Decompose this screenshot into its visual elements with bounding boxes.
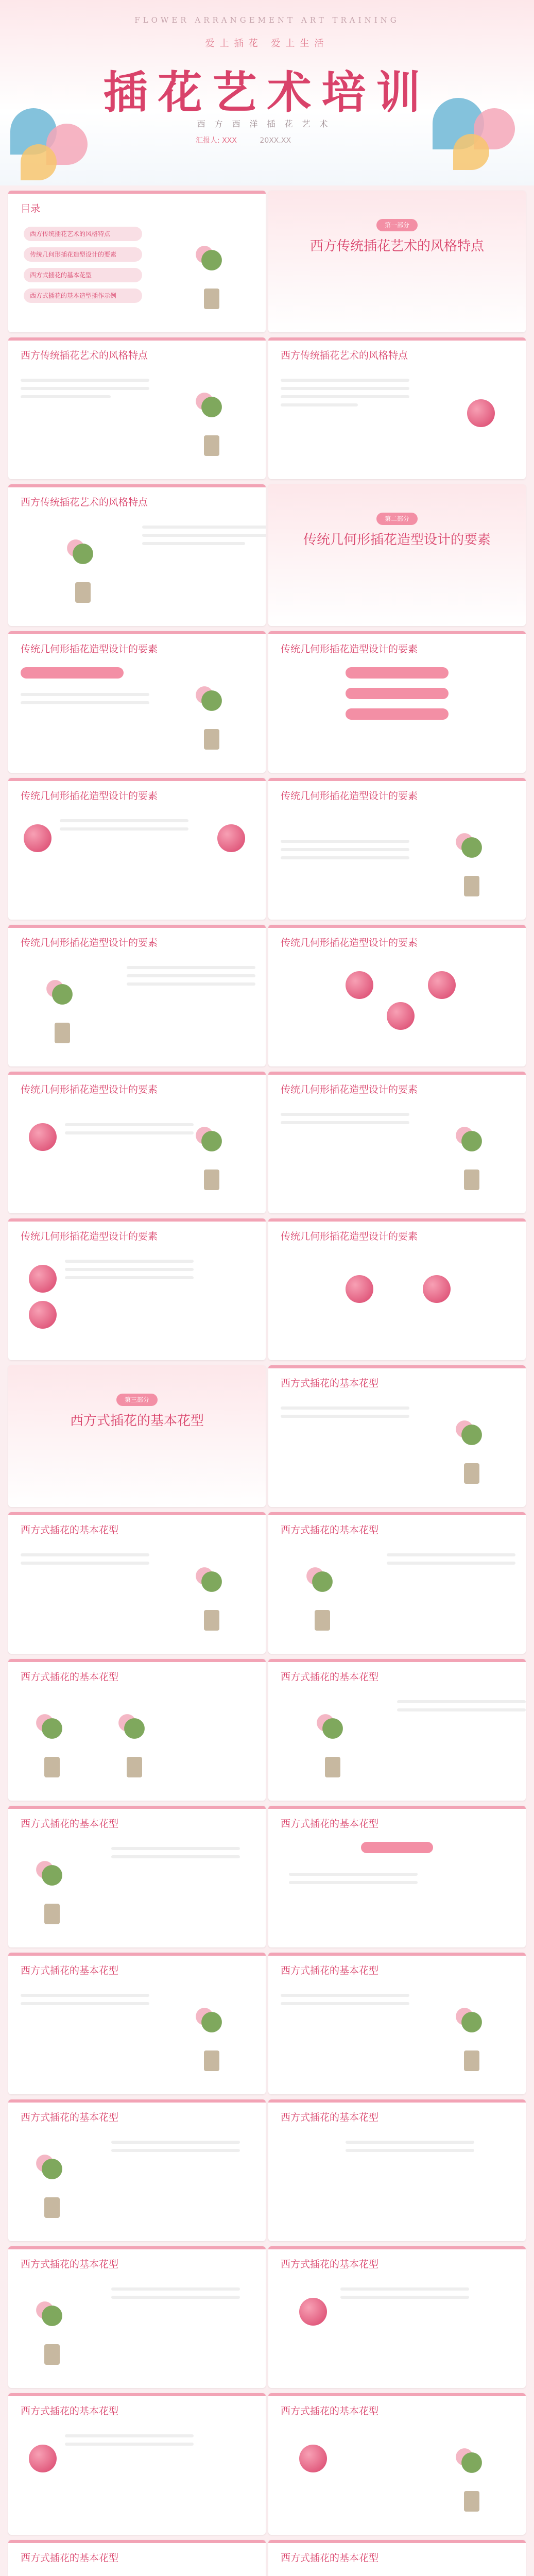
toc-item[interactable]: 西方式插花的基本花型	[24, 268, 142, 282]
slide-title: 西方传统插花艺术的风格特点	[281, 350, 408, 361]
slide-text-block	[281, 1989, 409, 2010]
vase-image	[111, 1700, 158, 1777]
decor-circle	[29, 2445, 57, 2472]
content-slide	[268, 925, 526, 1066]
decor-circle	[428, 971, 456, 999]
pill-label	[361, 1842, 433, 1853]
section-slide	[8, 1365, 266, 1507]
content-slide	[268, 778, 526, 920]
decor-circle	[346, 1275, 373, 1303]
vase-image	[29, 1700, 75, 1777]
slide-title: 传统几何形插花造型设计的要素	[21, 937, 158, 948]
slide-text-block	[397, 1695, 526, 1717]
slide-text-block	[60, 814, 188, 836]
slide-title: 传统几何形插花造型设计的要素	[21, 1231, 158, 1242]
pill-label	[21, 667, 124, 679]
content-slide	[8, 1953, 266, 2094]
section-slide	[268, 484, 526, 626]
slide-text-block	[21, 1548, 149, 1570]
slide-title: 西方传统插花艺术的风格特点	[21, 350, 148, 361]
slide-text-block	[65, 1255, 194, 1284]
slide-title: 西方式插花的基本花型	[21, 2552, 119, 2564]
vase-image	[449, 2434, 495, 2512]
content-slide	[8, 2246, 266, 2388]
cover-date: 20XX.XX	[260, 137, 291, 145]
vase-image	[188, 1113, 235, 1190]
cover-reporter	[196, 135, 291, 145]
content-slide	[268, 1072, 526, 1213]
slide-text-block	[281, 1108, 409, 1129]
slide-text-block	[281, 374, 409, 412]
slide-title: 西方式插花的基本花型	[281, 2552, 379, 2564]
slide-text-block	[340, 2282, 469, 2304]
content-slide	[8, 1218, 266, 1360]
slide-text-block	[21, 374, 149, 403]
slide-text-block	[346, 2136, 474, 2157]
section-number: 第三部分	[116, 1394, 158, 1406]
decor-circle	[299, 2445, 327, 2472]
slide-text-block	[111, 1842, 240, 1863]
toc-heading: 目录	[21, 203, 41, 214]
content-slide	[268, 1806, 526, 1947]
content-slide	[268, 1659, 526, 1801]
content-slide	[268, 2393, 526, 2535]
section-title: 西方式插花的基本花型	[70, 1413, 204, 1429]
content-slide	[268, 1512, 526, 1654]
toc-item[interactable]: 传统几何形插花造型设计的要素	[24, 247, 142, 262]
slide-title: 传统几何形插花造型设计的要素	[21, 643, 158, 655]
decor-circle	[346, 971, 373, 999]
flower-decoration-right	[412, 77, 525, 180]
vase-image	[449, 1994, 495, 2071]
content-slide	[268, 1365, 526, 1507]
content-slide	[8, 1806, 266, 1947]
decor-circle	[29, 1123, 57, 1151]
decor-circle	[29, 1265, 57, 1293]
vase-image	[188, 1553, 235, 1631]
slide-title: 传统几何形插花造型设计的要素	[281, 1084, 418, 1095]
slide-text-block	[281, 1401, 409, 1423]
content-slide	[268, 2540, 526, 2576]
slide-title: 传统几何形插花造型设计的要素	[21, 790, 158, 802]
vase-image	[188, 672, 235, 750]
pill-label	[346, 708, 449, 720]
content-slide	[8, 1659, 266, 1801]
content-slide	[8, 2393, 266, 2535]
vase-image	[188, 1994, 235, 2071]
pill-label	[346, 688, 449, 699]
cover-tagline: 爱上插花 爱上生活	[205, 38, 329, 49]
slide-text-block	[127, 961, 255, 991]
slide-text-block	[111, 2136, 240, 2157]
toc-list	[24, 227, 142, 309]
slide-title: 西方式插花的基本花型	[281, 1671, 379, 1683]
slide-title: 西方式插花的基本花型	[281, 1818, 379, 1829]
slide-title: 西方式插花的基本花型	[21, 2259, 119, 2270]
content-slide	[8, 484, 266, 626]
slide-text-block	[281, 835, 409, 865]
vase-image	[60, 526, 106, 603]
slide-title: 西方式插花的基本花型	[21, 2405, 119, 2417]
vase-image	[39, 966, 85, 1043]
content-slide	[8, 337, 266, 479]
slide-text-block	[21, 1989, 149, 2010]
content-slide	[268, 2246, 526, 2388]
slide-title: 西方式插花的基本花型	[281, 1524, 379, 1536]
vase-image	[449, 819, 495, 896]
reporter-label: 汇报人: XXX	[196, 137, 237, 145]
pill-label	[346, 667, 449, 679]
section-number: 第二部分	[376, 513, 418, 525]
slide-text-block	[289, 1868, 418, 1889]
toc-slide	[8, 191, 266, 332]
slide-title: 西方式插花的基本花型	[281, 2405, 379, 2417]
decor-circle	[24, 824, 51, 852]
slide-title: 西方式插花的基本花型	[281, 2112, 379, 2123]
content-slide	[268, 337, 526, 479]
slide-title: 西方式插花的基本花型	[21, 1671, 119, 1683]
slide-title: 西方式插花的基本花型	[21, 2112, 119, 2123]
section-title: 西方传统插花艺术的风格特点	[309, 239, 484, 254]
vase-image	[449, 1113, 495, 1190]
content-slide	[268, 1218, 526, 1360]
slide-title: 西方式插花的基本花型	[281, 1378, 379, 1389]
vase-image	[299, 1553, 346, 1631]
decor-circle	[217, 824, 245, 852]
slide-title: 传统几何形插花造型设计的要素	[281, 643, 418, 655]
slide-title: 西方传统插花艺术的风格特点	[21, 497, 148, 508]
cover-title: 插花艺术培训	[103, 66, 431, 118]
content-slide	[8, 631, 266, 773]
content-slide	[8, 2540, 266, 2576]
vase-image	[29, 2141, 75, 2218]
vase-image	[188, 232, 235, 309]
cover-english-title: FLOWER ARRANGEMENT ART TRAINING	[134, 15, 400, 25]
slide-title: 传统几何形插花造型设计的要素	[21, 1084, 158, 1095]
section-number: 第一部分	[376, 219, 418, 231]
slide-title: 西方式插花的基本花型	[281, 2259, 379, 2270]
content-slide	[8, 1072, 266, 1213]
vase-image	[309, 1700, 356, 1777]
content-slide	[8, 925, 266, 1066]
flower-decoration-left	[0, 88, 113, 185]
vase-image	[449, 1406, 495, 1484]
decor-circle	[387, 1002, 415, 1030]
content-slide	[268, 2099, 526, 2241]
slide-text-block	[142, 520, 266, 550]
toc-item[interactable]: 西方式插花的基本造型插作示例	[24, 289, 142, 303]
cover-subtitle: 西方西洋插花艺术	[197, 119, 337, 129]
content-slide	[268, 1953, 526, 2094]
decor-circle	[423, 1275, 451, 1303]
slide-title: 传统几何形插花造型设计的要素	[281, 790, 418, 802]
vase-image	[29, 2287, 75, 2365]
content-slide	[8, 2099, 266, 2241]
section-title: 传统几何形插花造型设计的要素	[303, 532, 491, 548]
decor-circle	[467, 399, 495, 427]
cover-slide	[0, 0, 534, 185]
content-slide	[8, 778, 266, 920]
vase-image	[188, 379, 235, 456]
slide-title: 传统几何形插花造型设计的要素	[281, 937, 418, 948]
slide-text-block	[111, 2282, 240, 2304]
decor-circle	[29, 1301, 57, 1329]
slide-title: 西方式插花的基本花型	[281, 1965, 379, 1976]
slide-text-block	[65, 2429, 194, 2451]
section-slide	[268, 191, 526, 332]
slide-text-block	[65, 1118, 194, 1140]
slide-title: 西方式插花的基本花型	[21, 1818, 119, 1829]
slide-title: 西方式插花的基本花型	[21, 1524, 119, 1536]
content-slide	[268, 631, 526, 773]
slide-title: 传统几何形插花造型设计的要素	[281, 1231, 418, 1242]
toc-item[interactable]: 西方传统插花艺术的风格特点	[24, 227, 142, 241]
vase-image	[29, 1847, 75, 1924]
slide-title: 西方式插花的基本花型	[21, 1965, 119, 1976]
slide-text-block	[21, 688, 149, 709]
decor-circle	[299, 2298, 327, 2326]
slide-text-block	[387, 1548, 515, 1570]
content-slide	[8, 1512, 266, 1654]
